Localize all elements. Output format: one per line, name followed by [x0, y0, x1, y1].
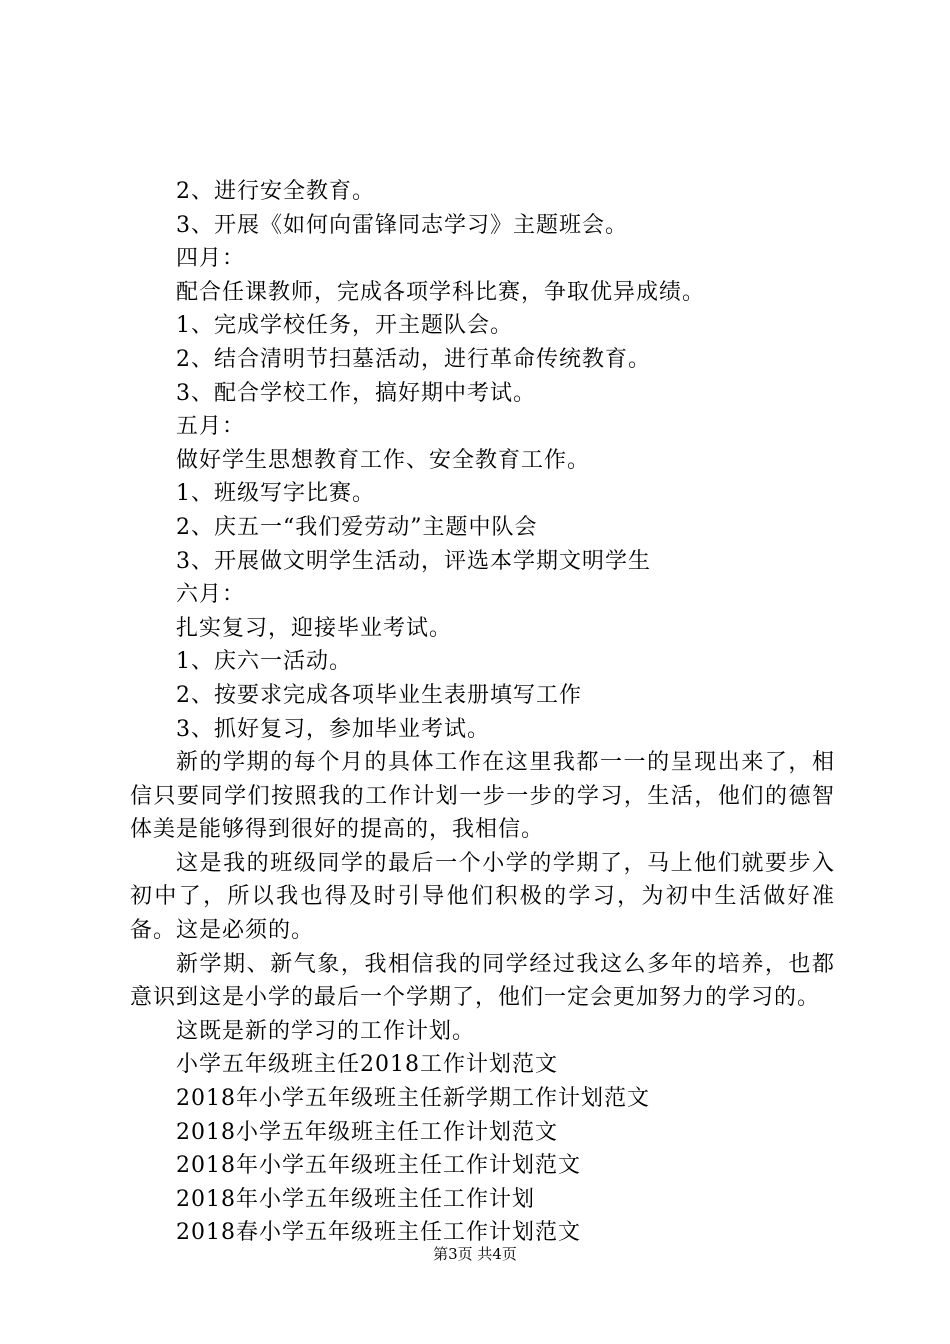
- text-line: 3、开展《如何向雷锋同志学习》主题班会。: [176, 212, 628, 238]
- related-article-title: 2018年小学五年级班主任工作计划: [176, 1186, 535, 1212]
- related-article-title: 2018年小学五年级班主任工作计划范文: [176, 1153, 581, 1179]
- text-line: 2、庆五一“我们爱劳动”主题中队会: [176, 514, 538, 540]
- month-heading-may: 五月：: [176, 414, 246, 440]
- related-article-title: 2018年小学五年级班主任新学期工作计划范文: [176, 1086, 650, 1112]
- related-article-title: 2018小学五年级班主任工作计划范文: [176, 1119, 558, 1145]
- text-line: 配合任课教师，完成各项学科比赛，争取优异成绩。: [176, 279, 706, 305]
- text-line: 2、进行安全教育。: [176, 179, 375, 204]
- paragraph: 新学期、新气象，我相信我的同学经过我这么多年的培养，也都意识到这是小学的最后一个学期了，他们一定会更加努力的学习的。: [130, 951, 835, 1011]
- text-line: 3、抓好复习，参加毕业考试。: [176, 716, 490, 742]
- related-article-title: 小学五年级班主任2018工作计划范文: [176, 1052, 558, 1078]
- text-line: 做好学生思想教育工作、安全教育工作。: [176, 447, 591, 473]
- text-line: 1、庆六一活动。: [176, 649, 352, 675]
- text-line: 3、开展做文明学生活动，评选本学期文明学生: [176, 548, 651, 574]
- month-heading-june: 六月：: [176, 582, 246, 608]
- month-heading-april: 四月：: [176, 246, 246, 272]
- text-line: 2、结合清明节扫墓活动，进行革命传统教育。: [176, 346, 651, 372]
- page-number-footer: 第3页 共4页: [433, 1245, 517, 1263]
- text-line: 这既是新的学习的工作计划。: [176, 1018, 476, 1044]
- paragraph: 新的学期的每个月的具体工作在这里我都一一的呈现出来了，相信只要同学们按照我的工作计划一步一步的学习，生活，他们的德智体美是能够得到很好的提高的，我相信。: [130, 750, 835, 843]
- text-line: 扎实复习，迎接毕业考试。: [176, 615, 453, 641]
- text-line: 1、完成学校任务，开主题队会。: [176, 313, 513, 339]
- text-line: 3、配合学校工作，搞好期中考试。: [176, 380, 536, 406]
- document-body: [130, 175, 835, 1250]
- related-article-title: 2018春小学五年级班主任工作计划范文: [176, 1220, 581, 1246]
- text-line: 1、班级写字比赛。: [176, 481, 375, 507]
- text-line: 2、按要求完成各项毕业生表册填写工作: [176, 682, 582, 708]
- paragraph: 这是我的班级同学的最后一个小学的学期了，马上他们就要步入初中了，所以我也得及时引导他们积极的学习，为初中生活做好准备。这是必须的。: [130, 850, 835, 944]
